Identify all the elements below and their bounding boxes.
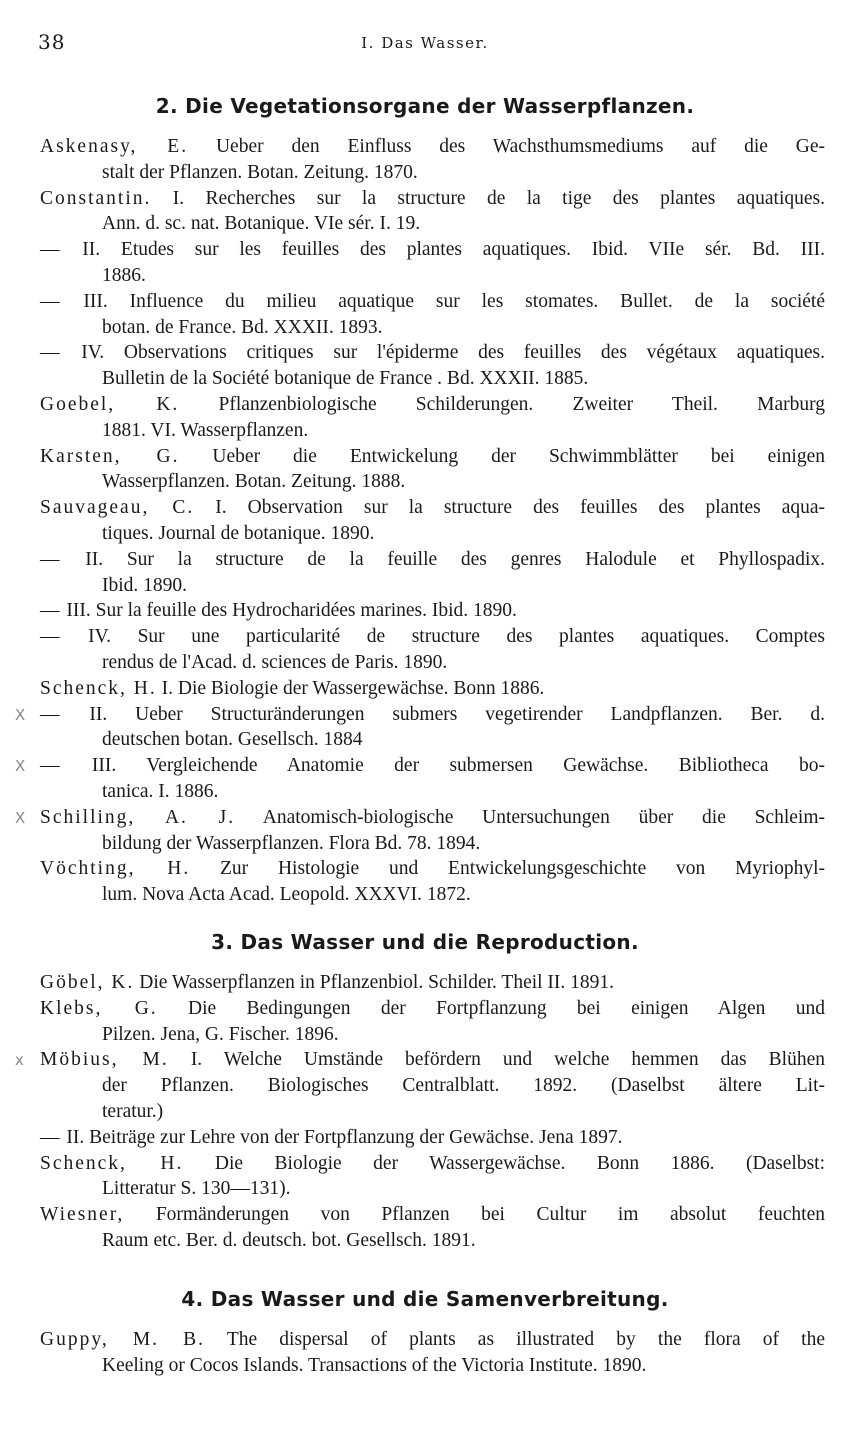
entry-first-line: [40, 186, 825, 212]
bibliography-entry: [40, 237, 825, 289]
entry-author: —: [40, 290, 62, 312]
bibliography-entry: [40, 392, 825, 444]
entry-author: Klebs, G.: [40, 997, 158, 1019]
bibliography-entry: [40, 856, 825, 908]
entry-continuation-line: Bulletin de la Société botanique de France . Bd. XXXII. 1885.: [102, 368, 589, 390]
entry-first-line: [40, 340, 825, 366]
entry-text: Die Bedingungen der Fortpflanzung bei einigen Algen und: [188, 997, 825, 1019]
entry-author: Sauvageau, C.: [40, 497, 195, 519]
entry-text: I. Die Biologie der Wassergewächse. Bonn 1886.: [161, 677, 545, 699]
entry-first-line: [40, 134, 825, 160]
entry-continuation-line: tanica. I. 1886.: [102, 780, 219, 802]
entry-continuation-line: Wasserpflanzen. Botan. Zeitung. 1888.: [102, 471, 406, 493]
bibliography-entry: [40, 444, 825, 496]
margin-mark: x: [15, 1051, 24, 1070]
entry-author: Vöchting, H.: [40, 858, 191, 880]
entry-text: The dispersal of plants as illustrated by the flora of the: [226, 1329, 825, 1350]
entry-continuation-line: botan. de France. Bd. XXXII. 1893.: [102, 316, 383, 338]
entry-author: —: [40, 548, 62, 570]
entry-first-line: [40, 856, 825, 882]
entry-text: II. Etudes sur les feuilles des plantes aquatiques. Ibid. VIIe sér. Bd. III.: [82, 239, 826, 261]
running-title: I. Das Wasser.: [361, 34, 489, 52]
entry-author: —: [40, 342, 62, 364]
entry-author: —: [40, 1126, 62, 1148]
section-samenverbreitung: [0, 1285, 850, 1379]
entry-text: Ueber den Einfluss des Wachsthumsmediums auf die Ge-: [215, 136, 826, 157]
entry-text: II. Sur la structure de la feuille des genres Halodule et Phyllospadix.: [85, 548, 825, 570]
section-heading: 2. Die Vegetationsorgane der Wasserpflanzen.: [155, 94, 695, 118]
section-heading: 4. Das Wasser und die Samenverbreitung.: [181, 1287, 669, 1311]
entry-continuation-line: rendus de l'Acad. d. sciences de Paris. 1890.: [102, 651, 448, 673]
bibliography-list: [0, 1327, 850, 1379]
entry-continuation-line: bildung der Wasserpflanzen. Flora Bd. 78. 1894.: [102, 832, 481, 854]
entry-first-line: [40, 1151, 825, 1177]
entry-text: III. Influence du milieu aquatique sur les stomates. Bullet. de la société: [83, 290, 825, 312]
entry-text: Pflanzenbiologische Schilderungen. Zweiter Theil. Marburg: [218, 393, 825, 415]
bibliography-entry: [40, 1327, 825, 1379]
entry-continuation-line: stalt der Pflanzen. Botan. Zeitung. 1870.: [102, 161, 418, 183]
entry-continuation-line: teratur.): [102, 1100, 164, 1122]
entry-continuation-line: der Pflanzen. Biologisches Centralblatt. 1892. (Daselbst ältere Lit-: [102, 1075, 825, 1097]
entry-continuation-line: Ibid. 1890.: [102, 574, 188, 596]
bibliography-entry: [40, 495, 825, 547]
bibliography-entry: [15, 805, 825, 857]
bibliography-entry: [40, 1151, 825, 1203]
entry-first-line: [40, 237, 825, 263]
running-head: [0, 30, 850, 60]
entry-text: II. Ueber Structuränderungen submers vegetirender Landpflanzen. Ber. d.: [89, 703, 825, 725]
margin-mark: X: [15, 808, 26, 827]
entry-first-line: [40, 1047, 825, 1073]
entry-first-line: [40, 753, 825, 779]
entry-first-line: [40, 1202, 825, 1228]
bibliography-entry: [40, 186, 825, 238]
entry-author: Göbel, K.: [40, 972, 135, 993]
entry-author: Möbius, M.: [40, 1049, 169, 1071]
entry-first-line: [40, 392, 825, 418]
bibliography-entry: [40, 547, 825, 599]
entry-author: Schenck, H.: [40, 1152, 184, 1174]
entry-text: Ueber die Entwickelung der Schwimmblätter bei einigen: [212, 445, 825, 467]
entry-continuation-line: tiques. Journal de botanique. 1890.: [102, 522, 375, 544]
entry-author: —: [40, 600, 62, 622]
entry-continuation-line: Pilzen. Jena, G. Fischer. 1896.: [102, 1023, 339, 1045]
entry-text: II. Beiträge zur Lehre von der Fortpflanzung der Gewächse. Jena 1897.: [66, 1126, 623, 1148]
entry-author: Wiesner,: [40, 1204, 125, 1226]
entry-author: Goebel, K.: [40, 393, 180, 415]
entry-author: Karsten, G.: [40, 445, 180, 467]
section-heading: 3. Das Wasser und die Reproduction.: [211, 930, 639, 954]
entry-text: I. Observation sur la structure des feuilles des plantes aqua-: [215, 497, 826, 519]
entry-text: Zur Histologie und Entwickelungsgeschichte von Myriophyl-: [220, 858, 825, 880]
entry-author: —: [40, 703, 62, 725]
entry-author: Guppy, M. B.: [40, 1329, 206, 1350]
bibliography-entry: [40, 1202, 825, 1254]
bibliography-entry: [40, 970, 825, 996]
entry-first-line: [40, 970, 825, 996]
bibliography-entry: [40, 1125, 825, 1151]
entry-author: Askenasy, E.: [40, 136, 189, 157]
entry-text: Die Biologie der Wassergewächse. Bonn 1886. (Daselbst:: [214, 1152, 826, 1174]
entry-first-line: [40, 598, 825, 624]
entry-first-line: [40, 624, 825, 650]
entry-continuation-line: 1881. VI. Wasserpflanzen.: [102, 419, 309, 441]
entry-first-line: [40, 444, 825, 470]
entry-text: III. Sur la feuille des Hydrocharidées marines. Ibid. 1890.: [66, 600, 517, 622]
entry-continuation-line: Ann. d. sc. nat. Botanique. VIe sér. I. 19.: [102, 213, 421, 235]
entry-first-line: [40, 702, 825, 728]
bibliography-entry: [40, 289, 825, 341]
entry-author: Schilling, A. J.: [40, 806, 236, 828]
entry-text: Die Wasserpflanzen in Pflanzenbiol. Schilder. Theil II. 1891.: [139, 972, 615, 993]
entry-first-line: [40, 805, 825, 831]
bibliography-entry: [40, 676, 825, 702]
entry-continuation-line: 1886.: [102, 264, 146, 286]
entry-text: III. Vergleichende Anatomie der submersen Gewächse. Bibliotheca bo-: [91, 755, 825, 777]
bibliography-entry: [40, 624, 825, 676]
entry-first-line: [40, 289, 825, 315]
margin-mark: X: [15, 757, 26, 776]
bibliography-entry: [15, 753, 825, 805]
entry-continuation-line: Keeling or Cocos Islands. Transactions of the Victoria Institute. 1890.: [102, 1354, 647, 1376]
entry-first-line: [40, 996, 825, 1022]
section-vegetationsorgane: [0, 92, 850, 908]
bibliography-entry: [40, 598, 825, 624]
entry-author: Schenck, H.: [40, 677, 157, 699]
entry-continuation-line: Litteratur S. 130—131).: [102, 1178, 291, 1200]
entry-text: I. Welche Umstände befördern und welche hemmen das Blühen: [190, 1049, 826, 1071]
bibliography-entry: [40, 134, 825, 186]
entry-author: —: [40, 755, 62, 777]
entry-text: Anatomisch-biologische Untersuchungen über die Schleim-: [262, 806, 825, 828]
entry-continuation-line: deutschen botan. Gesellsch. 1884: [102, 729, 363, 751]
entry-first-line: [40, 1327, 825, 1353]
entry-author: —: [40, 239, 62, 261]
bibliography-entry: [40, 340, 825, 392]
bibliography-list: [0, 134, 850, 908]
entry-text: Formänderungen von Pflanzen bei Cultur im absolut feuchten: [155, 1204, 826, 1226]
entry-text: I. Recherches sur la structure de la tige des plantes aquatiques.: [172, 187, 825, 209]
bibliography-entry: [40, 996, 825, 1048]
entry-text: IV. Observations critiques sur l'épiderme des feuilles des végétaux aquatiques.: [81, 342, 825, 364]
bibliography-list: [0, 970, 850, 1254]
section-reproduction: [0, 928, 850, 1254]
margin-mark: X: [15, 705, 26, 724]
entry-first-line: [40, 676, 825, 702]
entry-continuation-line: Raum etc. Ber. d. deutsch. bot. Gesellsch. 1891.: [102, 1229, 476, 1251]
page-number: 38: [38, 30, 66, 54]
entry-first-line: [40, 495, 825, 521]
entry-text: IV. Sur une particularité de structure des plantes aquatiques. Comptes: [88, 626, 825, 648]
bibliography-entry: [15, 702, 825, 754]
entry-first-line: [40, 547, 825, 573]
entry-author: Constantin.: [40, 187, 152, 209]
entry-continuation-line: lum. Nova Acta Acad. Leopold. XXXVI. 1872.: [102, 884, 471, 906]
entry-author: —: [40, 626, 62, 648]
entry-first-line: [40, 1125, 825, 1151]
bibliography-entry: [15, 1047, 826, 1124]
